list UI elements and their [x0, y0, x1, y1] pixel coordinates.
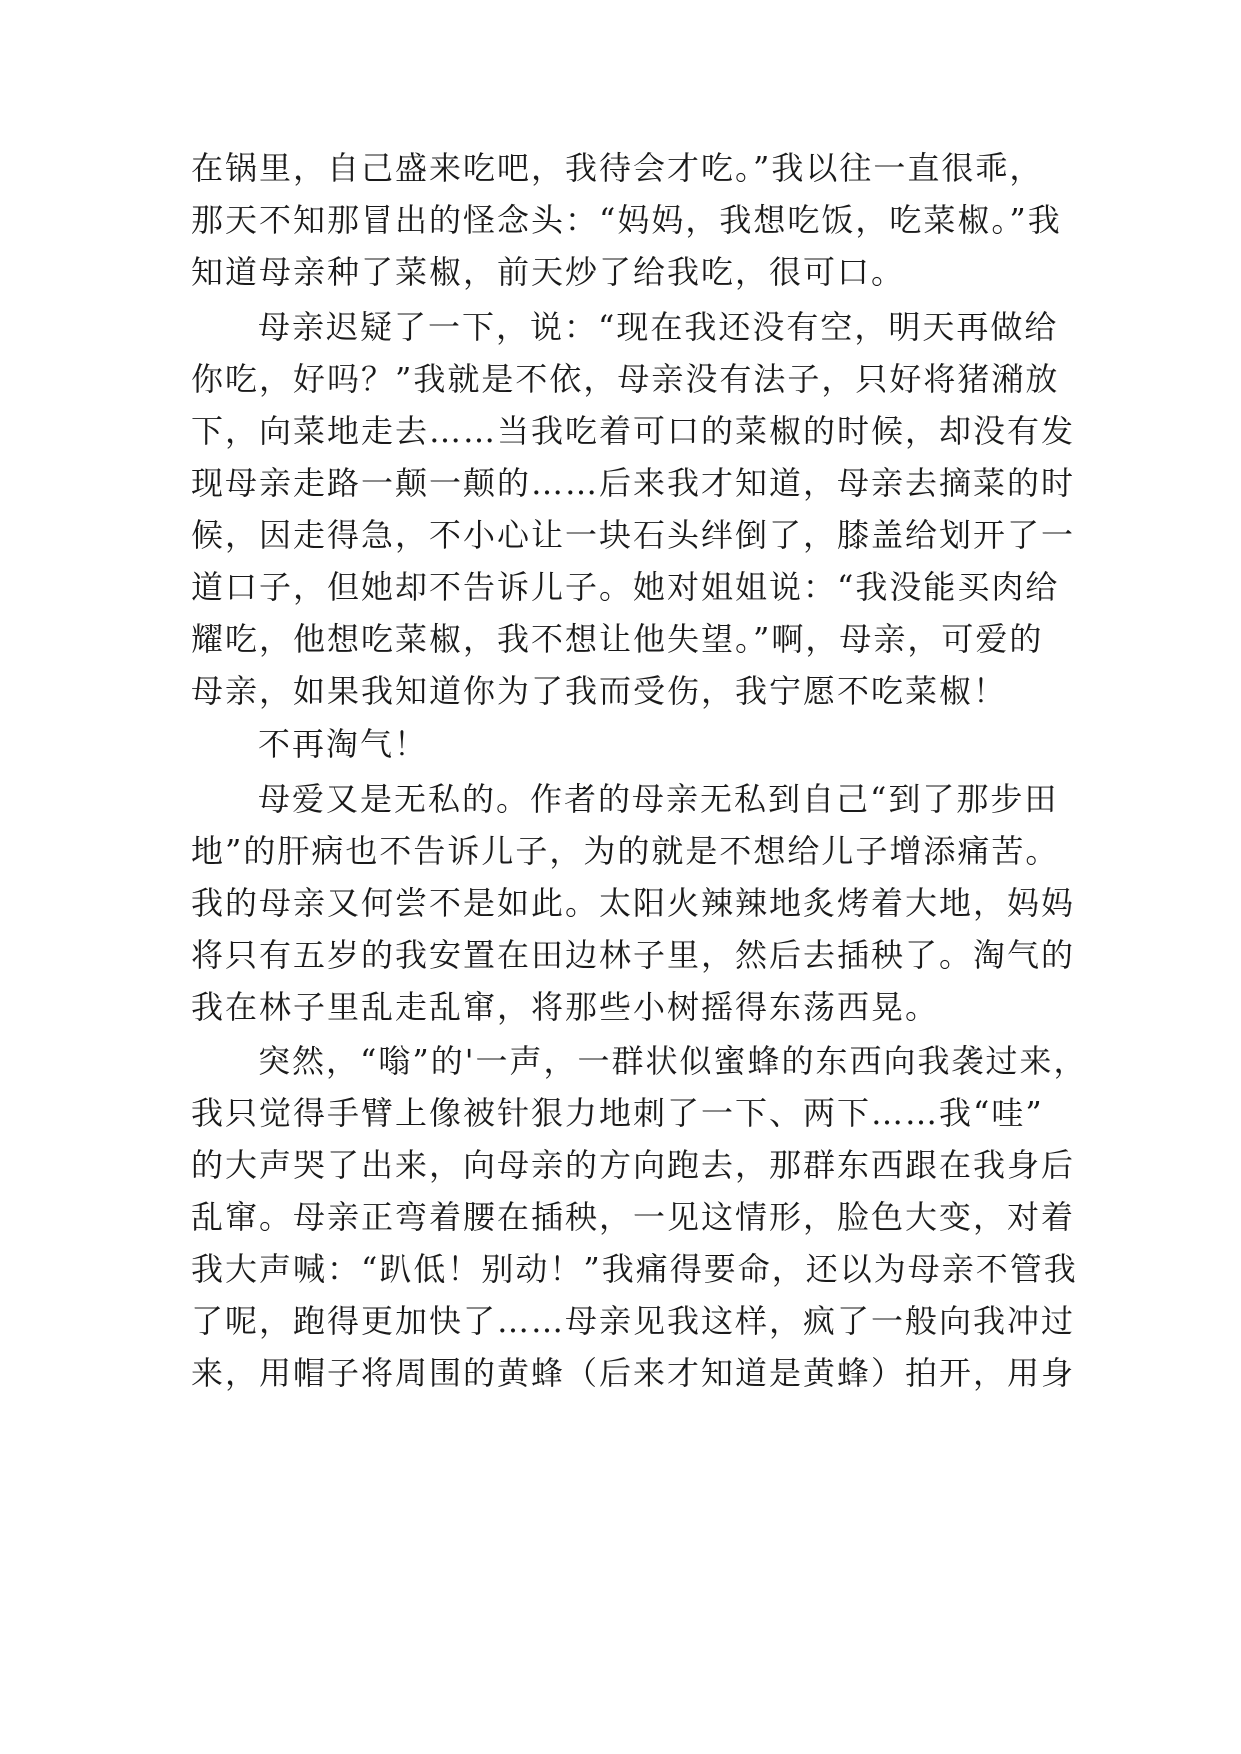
text-line: 那天不知那冒出的怪念头：“妈妈，我想吃饭，吃菜椒。”我 — [191, 201, 1062, 239]
text-line: 下，向菜地走去……当我吃着可口的菜椒的时候，却没有发 — [191, 412, 1076, 450]
paragraph-start-line: 母亲迟疑了一下，说：“现在我还没有空，明天再做给 — [258, 308, 1059, 346]
paragraph-start-line: 母爱又是无私的。作者的母亲无私到自己“到了那步田 — [258, 780, 1059, 818]
text-line: 地”的肝病也不告诉儿子，为的就是不想给儿子增添痛苦。 — [191, 832, 1060, 870]
text-line: 耀吃，他想吃菜椒，我不想让他失望。”啊，母亲，可爱的 — [191, 620, 1044, 658]
text-line: 来，用帽子将周围的黄蜂（后来才知道是黄蜂）拍开，用身 — [191, 1354, 1076, 1392]
text-line: 我在林子里乱走乱窜，将那些小树摇得东荡西晃。 — [191, 988, 940, 1026]
text-line: 你吃，好吗？”我就是不依，母亲没有法子，只好将猪潲放 — [191, 360, 1060, 398]
text-line: 在锅里，自己盛来吃吧，我待会才吃。”我以往一直很乖， — [191, 149, 1044, 187]
text-line: 了呢，跑得更加快了……母亲见我这样，疯了一般向我冲过 — [191, 1302, 1076, 1340]
text-line: 的大声哭了出来，向母亲的方向跑去，那群东西跟在我身后 — [191, 1146, 1076, 1184]
text-line: 知道母亲种了菜椒，前天炒了给我吃，很可口。 — [191, 253, 906, 291]
text-line: 我大声喊：“趴低！别动！”我痛得要命，还以为母亲不管我 — [191, 1250, 1078, 1288]
text-line: 候，因走得急，不小心让一块石头绊倒了，膝盖给划开了一 — [191, 516, 1076, 554]
text-line: 乱窜。母亲正弯着腰在插秧，一见这情形，脸色大变，对着 — [191, 1198, 1076, 1236]
text-line: 现母亲走路一颠一颠的……后来我才知道，母亲去摘菜的时 — [191, 464, 1076, 502]
text-line: 我的母亲又何尝不是如此。太阳火辣辣地炙烤着大地，妈妈 — [191, 884, 1076, 922]
text-line: 母亲，如果我知道你为了我而受伤，我宁愿不吃菜椒！ — [191, 672, 1008, 710]
text-line: 将只有五岁的我安置在田边林子里，然后去插秧了。淘气的 — [191, 936, 1076, 974]
text-line: 道口子，但她却不告诉儿子。她对姐姐说：“我没能买肉给 — [191, 568, 1060, 606]
paragraph-start-line: 不再淘气！ — [258, 725, 429, 763]
text-line: 我只觉得手臂上像被针狠力地刺了一下、两下……我“哇” — [191, 1094, 1044, 1132]
paragraph-start-line: 突然，“嗡”的'一声，一群状似蜜蜂的东西向我袭过来， — [258, 1042, 1088, 1080]
